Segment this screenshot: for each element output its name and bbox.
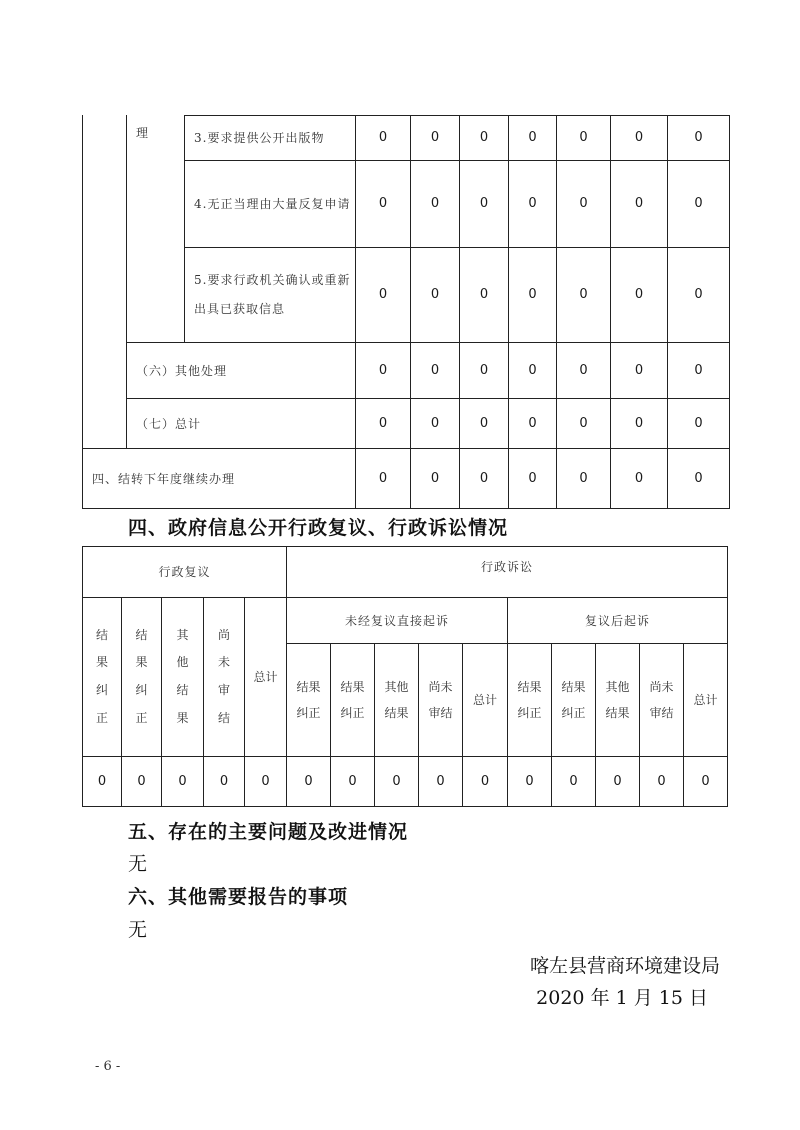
column-header: 其他结果: [605, 679, 630, 720]
table-cell-value: 0: [579, 362, 588, 378]
row-label: 四、结转下年度继续办理: [92, 471, 236, 486]
table-cell-value: 0: [694, 196, 703, 212]
after-review-suit-header: 复议后起诉: [584, 613, 650, 628]
column-header: 结果纠正: [296, 679, 321, 720]
table-cell-value: 0: [634, 362, 644, 378]
table-cell-value: 0: [392, 773, 401, 789]
row-label: 4.无正当理由大量反复申请: [194, 196, 351, 211]
table-cell-value: 0: [348, 773, 357, 789]
table-cell-value: 0: [694, 470, 703, 486]
table-cell-value: 0: [528, 287, 537, 303]
row-label: （七）总计: [136, 416, 202, 431]
table-cell-value: 0: [436, 773, 445, 789]
section-heading: 四、政府信息公开行政复议、行政诉讼情况: [128, 517, 509, 539]
table-cell-value: 0: [528, 415, 537, 431]
column-header: 结果纠正: [340, 679, 365, 720]
table-cell-value: 0: [261, 773, 270, 789]
table-cell-value: 0: [304, 773, 313, 789]
table-cell-value: 0: [579, 470, 588, 486]
table-cell-value: 0: [528, 196, 537, 212]
table-cell-value: 0: [430, 415, 440, 431]
table-cell-value: 0: [178, 773, 187, 789]
table-cell-value: 0: [378, 130, 388, 146]
table-cell-value: 0: [479, 362, 489, 378]
table-cell-value: 0: [657, 773, 666, 789]
column-header: 结果纠正: [561, 679, 586, 720]
row-label: （六）其他处理: [136, 363, 228, 378]
table-cell-value: 0: [430, 362, 440, 378]
section-heading: 六、其他需要报告的事项: [128, 886, 349, 908]
row-label: 3.要求提供公开出版物: [194, 131, 325, 145]
table-cell-value: 0: [579, 415, 588, 431]
column-header: 结果纠正: [517, 679, 542, 720]
column-header: 尚未审结: [217, 627, 230, 725]
table-cell-value: 0: [694, 362, 703, 378]
direct-suit-header: 未经复议直接起诉: [344, 613, 449, 628]
table-cell-value: 0: [528, 362, 537, 378]
column-header: 结果纠正: [135, 627, 148, 725]
table-cell-value: 0: [479, 287, 489, 303]
table-cell-value: 0: [480, 773, 490, 789]
table-cell-value: 0: [694, 415, 703, 431]
column-header: 其他结果: [176, 627, 189, 725]
table-cell-value: 0: [430, 287, 440, 303]
table-cell-value: 0: [634, 415, 644, 431]
table-cell-value: 0: [569, 773, 578, 789]
column-header: 总计: [253, 669, 278, 684]
signing-organization: 喀左县营商环境建设局: [529, 955, 720, 977]
column-header: 结果纠正: [95, 627, 108, 725]
table-cell-value: 0: [219, 773, 229, 789]
row-label: 5.要求行政机关确认或重新出具已获取信息: [194, 273, 351, 316]
admin-review-header: 行政复议: [158, 565, 211, 579]
table-cell-value: 0: [634, 470, 644, 486]
table-cell-value: 0: [634, 196, 644, 212]
table-cell-value: 0: [701, 773, 710, 789]
table-cell-value: 0: [613, 773, 622, 789]
table-cell-value: 0: [634, 287, 644, 303]
table-cell-value: 0: [479, 130, 489, 146]
table-cell-value: 0: [479, 415, 489, 431]
table-cell-value: 0: [378, 362, 388, 378]
table-cell-value: 0: [137, 773, 146, 789]
table-cell-value: 0: [525, 773, 534, 789]
table-cell-value: 0: [579, 287, 588, 303]
column-header: 总计: [693, 692, 718, 707]
column-header: 尚未审结: [649, 679, 674, 720]
table-cell-value: 0: [378, 415, 388, 431]
table-cell-value: 0: [430, 196, 440, 212]
table-cell-value: 0: [479, 196, 489, 212]
table-cell-value: 0: [430, 130, 440, 146]
section-body: 无: [128, 853, 148, 875]
table-cell-value: 0: [634, 130, 644, 146]
table-cell-value: 0: [579, 196, 588, 212]
table-cell-value: 0: [97, 773, 107, 789]
table-cell-value: 0: [378, 196, 388, 212]
category-label: 理: [136, 126, 150, 140]
table-cell-value: 0: [694, 287, 703, 303]
table-cell-value: 0: [479, 470, 489, 486]
table-cell-value: 0: [528, 470, 537, 486]
table-cell-value: 0: [378, 470, 388, 486]
section-heading: 五、存在的主要问题及改进情况: [128, 821, 409, 843]
table-cell-value: 0: [579, 130, 588, 146]
table-cell-value: 0: [378, 287, 388, 303]
column-header: 总计: [472, 692, 497, 707]
table-cell-value: 0: [430, 470, 440, 486]
page-number: - 6 -: [95, 1059, 121, 1074]
section-body: 无: [128, 919, 148, 941]
table-cell-value: 0: [694, 130, 703, 146]
signing-date: 2020 年 1 月 15 日: [536, 987, 708, 1009]
admin-litigation-header: 行政诉讼: [480, 560, 533, 574]
table-cell-value: 0: [528, 130, 537, 146]
column-header: 其他结果: [384, 679, 409, 720]
column-header: 尚未审结: [428, 679, 453, 720]
